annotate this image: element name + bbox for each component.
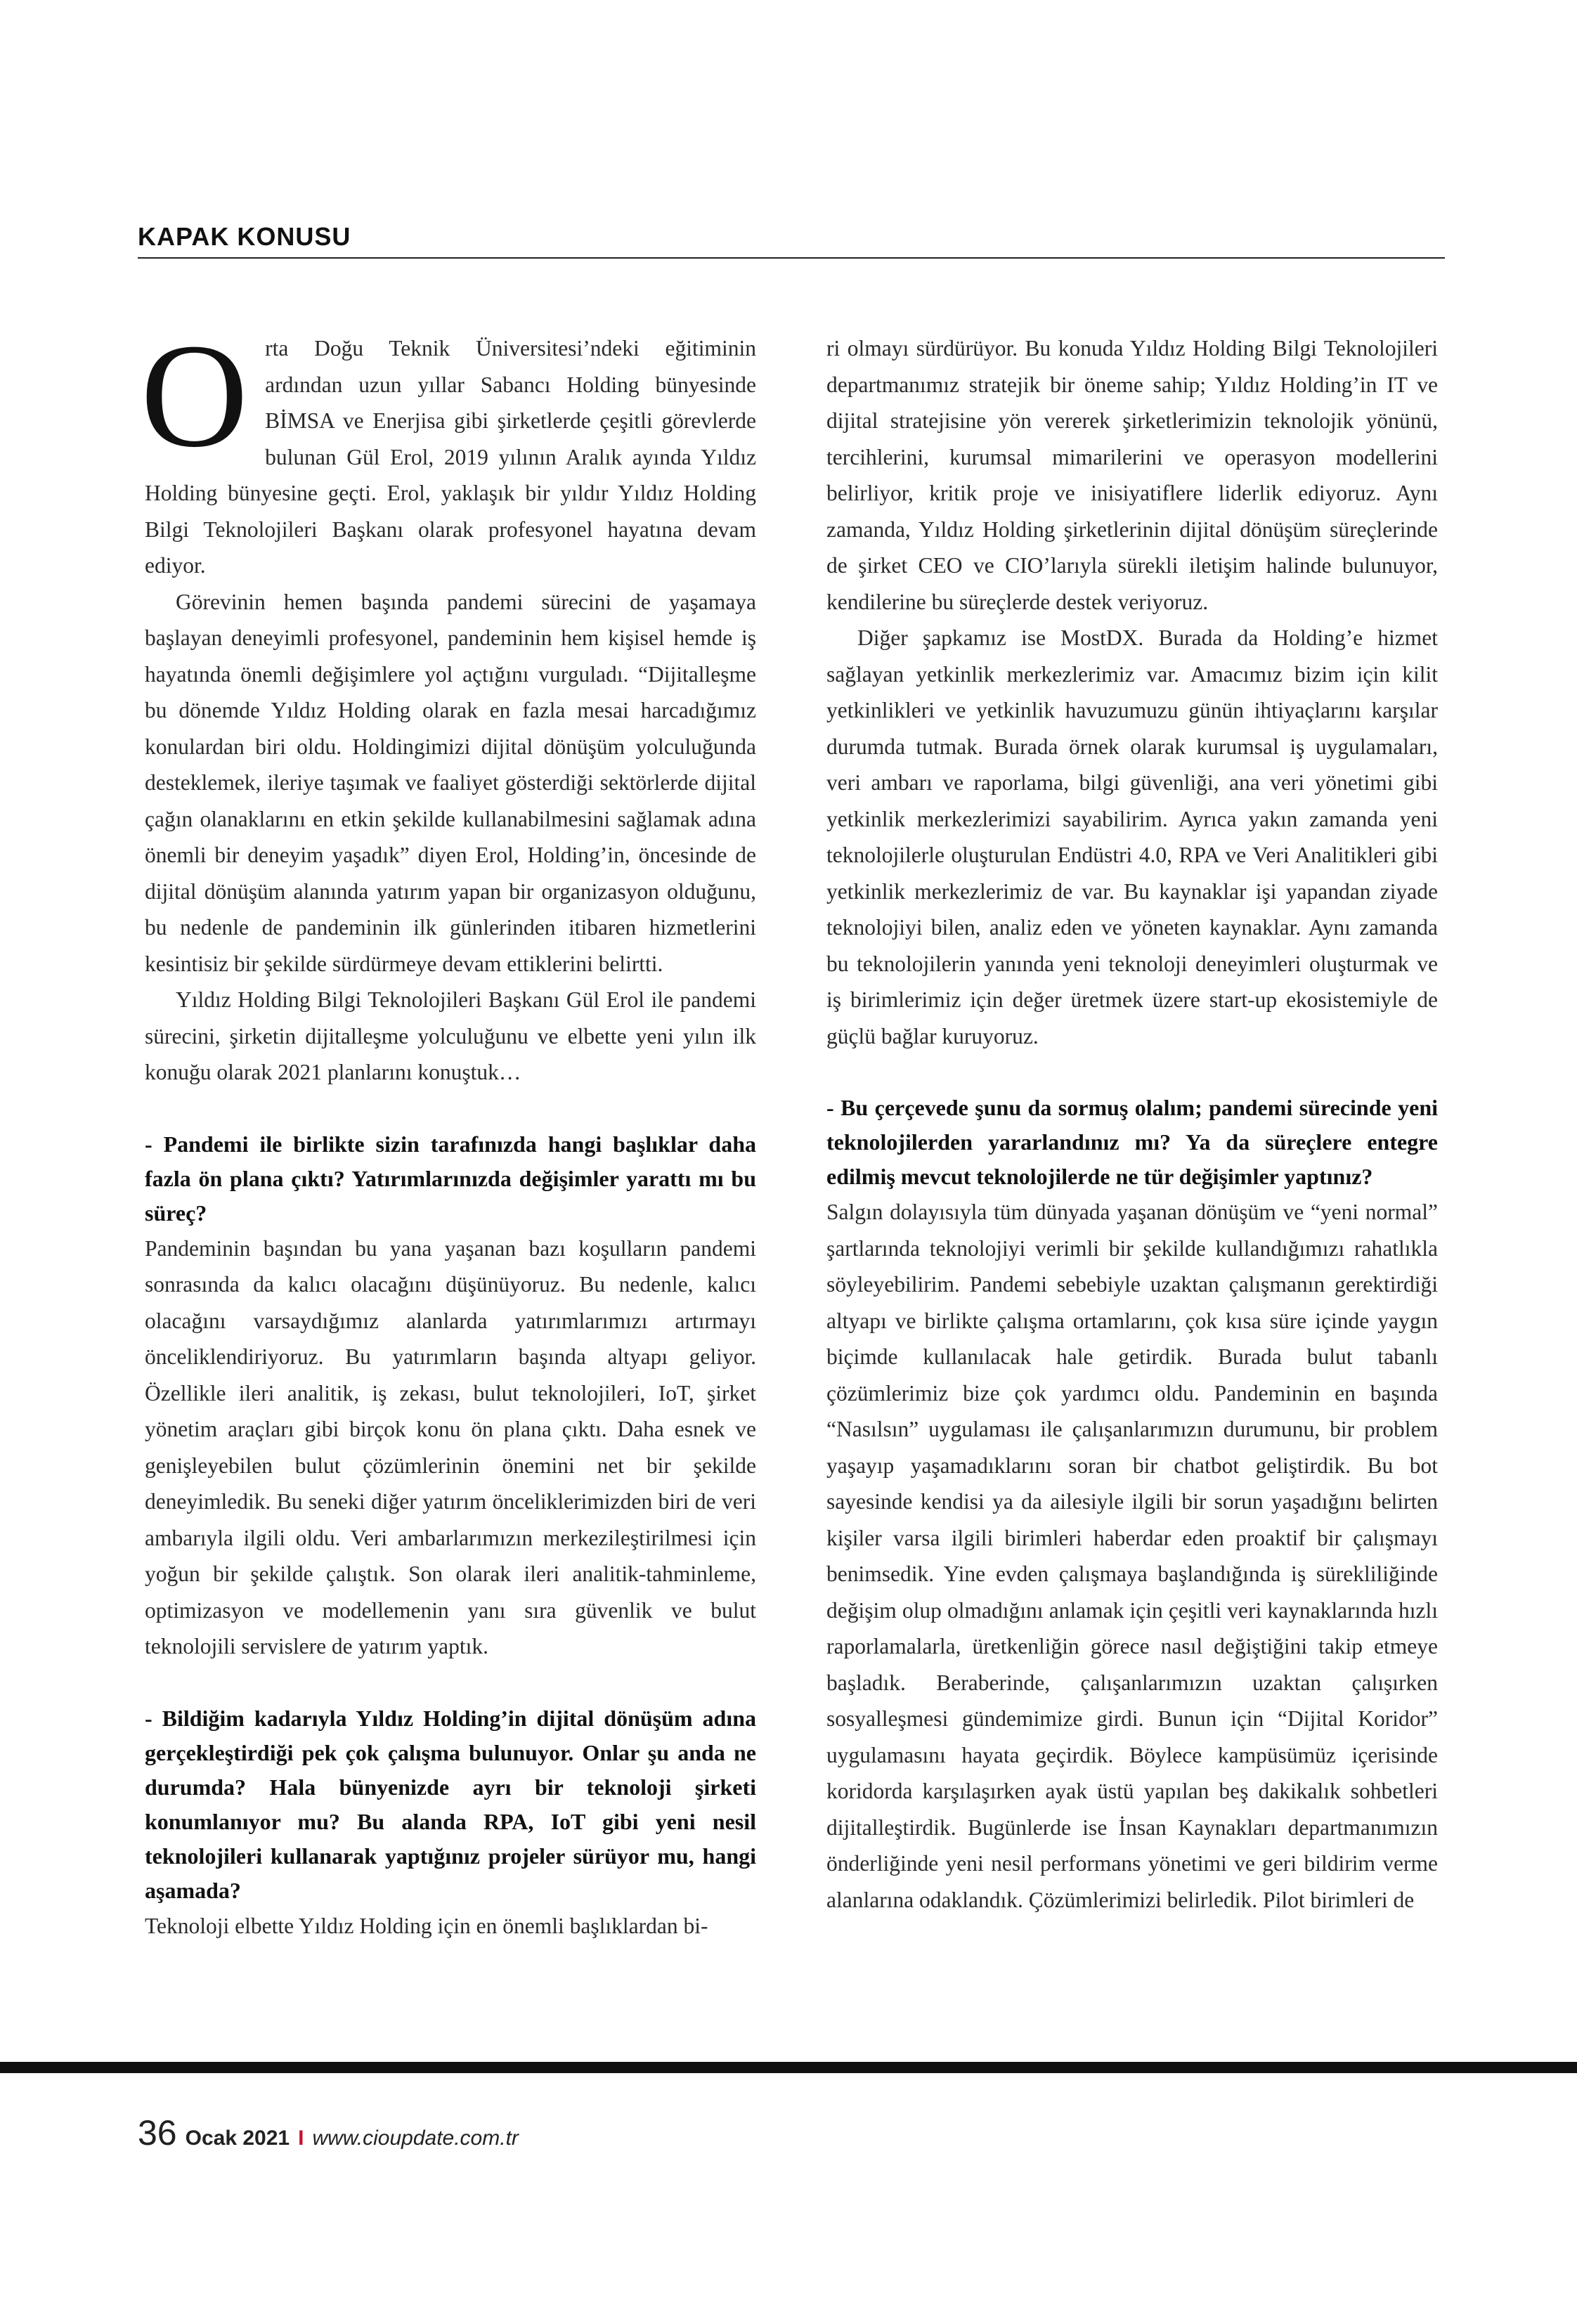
drop-cap: O (141, 313, 249, 478)
interview-question: - Bu çerçevede şunu da sormuş olalım; pandemi sürecinde yeni teknolojilerden yararlandınız mı? Ya da süreçlere entegre edilmiş mevcut teknolojilerde ne tür değişimler yaptınız? (826, 1095, 1438, 1189)
header-rule (138, 257, 1445, 259)
intro-paragraph: Orta Doğu Teknik Üniversitesi’ndeki eğitiminin ardından uzun yıllar Sabancı Holding bünyesinde BİMSA ve Enerjisa gibi şirketlerde çeşitli görevlerde bulunan Gül Erol, 2019 yılının Aralık ayında Yıldız Holding bünyesine geçti. Erol, yaklaşık bir yıldır Yıldız Holding Bilgi Teknolojileri Başkanı olarak profesyonel hayatına devam ediyor. (141, 313, 756, 578)
page-number: 36 (138, 2113, 177, 2153)
issue-date: Ocak 2021 (185, 2127, 290, 2150)
interview-answer: Pandeminin başından bu yana yaşanan bazı koşulların pandemi sonrasında da kalıcı olacağını düşünüyoruz. Bu nedenle, kalıcı olacağını varsaydığımız alanlarda yatırımlarımızı artırmayı önceliklendiriyoruz. Bu yatırımların başında altyapı geliyor. Özellikle ileri analitik, iş zekası, bulut teknolojileri, IoT, şirket yönetim araçları gibi birçok konu ön plana çıktı. Daha esnek ve genişleyebilen bulut çözümlerinin önemini net bir şekilde deneyimledik. Bu seneki diğer yatırım önceliklerimizden biri de veri ambarıyla ilgili oldu. Veri ambarlarımızın merkezileştirilmesi için yoğun bir şekilde çalıştık. Son olarak ileri analitik-tahminleme, optimizasyon ve modellemenin yanı sıra güvenlik ve bulut teknolojili servislere de yatırım yaptık. (145, 1235, 756, 1658)
website-link[interactable]: www.cioupdate.com.tr (312, 2127, 519, 2150)
footer-separator: I (298, 2127, 304, 2150)
interview-answer-continued: ri olmayı sürdürüyor. Bu konuda Yıldız Holding Bilgi Teknolojileri departmanımız stratejik bir öneme sahip; Yıldız Holding’in IT ve dijital stratejisine yön vererek şirketlerimizin teknolojik yönünü, tercihlerini, kurumsal mimarilerini ve operasyon modellerini belirliyor, kritik proje ve inisiyatiflere liderlik ediyoruz. Aynı zamanda, Yıldız Holding şirketlerinin dijital dönüşüm süreçlerinde de şirket CEO ve CIO’larıyla sürekli iletişim halinde bulunuyor, kendilerine bu süreçlerde destek veriyoruz. (826, 336, 1438, 614)
body-paragraph: Görevinin hemen başında pandemi sürecini de yaşamaya başlayan deneyimli profesyonel, pandeminin hem kişisel hemde iş hayatında önemli değişimlere yol açtığını vurguladı. “Dijitalleşme bu dönemde Yıldız Holding olarak en fazla mesai harcadığımız konulardan biri oldu. Holdingimizi dijital dönüşüm yolculuğunda desteklemek, ileriye taşımak ve faaliyet gösterdiği sektörlerde dijital çağın olanaklarını en etkin şekilde kullanabilmesini sağlamak adına önemli bir deneyim yaşadık” diyen Erol, Holding’in, öncesinde de dijital dönüşüm alanında yatırım yapan bir organizasyon olduğunu, bu nedenle de pandeminin ilk günlerinden itibaren hizmetlerini kesintisiz bir şekilde sürdürmeye devam ettiklerini belirtti. (145, 589, 756, 976)
footer-bar (0, 2062, 1577, 2073)
article-column-left (141, 313, 756, 1944)
interview-question: - Pandemi ile birlikte sizin tarafınızda hangi başlıklar daha fazla ön plana çıktı? Yatırımlarınızda değişimler yarattı mı bu süreç? (145, 1131, 756, 1226)
body-paragraph: Yıldız Holding Bilgi Teknolojileri Başkanı Gül Erol ile pandemi sürecini, şirketin dijitalleşme yolculuğunu ve elbette yeni yılın ilk konuğu olarak 2021 planlarını konuştuk… (145, 987, 756, 1084)
interview-answer: Salgın dolayısıyla tüm dünyada yaşanan dönüşüm ve “yeni normal” şartlarında teknolojiyi verimli bir şekilde kullandığımızı rahatlıkla söyleyebilirim. Pandemi sebebiyle uzaktan çalışmanın gerektirdiği altyapı ve birlikte çalışma ortamlarını, çok kısa süre içinde yaygın biçimde kullanılacak hale getirdik. Burada bulut tabanlı çözümlerimiz bize çok yardımcı oldu. Pandeminin en başında “Nasılsın” uygulaması ile çalışanlarımızın durumunu, bir problem yaşayıp yaşamadıklarını soran bir chatbot geliştirdik. Bu bot sayesinde kendisi ya da ailesiyle ilgili bir sorun yaşadığını belirten kişiler varsa ilgili birimleri haberdar eden proaktif bir çalışmayı benimsedik. Yine evden çalışmaya başlandığında iş sürekliliğinde değişim olup olmadığını anlamak için çeşitli veri kaynaklarında hızlı raporlamalarla, üretkenliğin görece nasıl değiştiğini takip etmeye başladık. Beraberinde, çalışanlarımızın uzaktan çalışırken sosyalleşmesi gündemimize girdi. Bunun için “Dijital Koridor” uygulamasını hayata geçirdik. Böylece kampüsümüz içerisinde koridorda karşılaşırken ayak üstü yapılan beş dakikalık sohbetleri dijitalleştirdik. Bugünlerde ise İnsan Kaynakları departmanımızın önderliğinde yeni nesil performans yönetimi ve geri bildirim verme alanlarına odaklandık. Çözümlerimizi belirledik. Pilot birimleri de (826, 1200, 1438, 1912)
interview-answer: Teknoloji elbette Yıldız Holding için en önemli başlıklardan bi- (145, 1913, 708, 1938)
section-label: KAPAK KONUSU (138, 222, 351, 251)
body-paragraph: Diğer şapkamız ise MostDX. Burada da Holding’e hizmet sağlayan yetkinlik merkezlerimiz var. Amacımız bizim için kilit yetkinlikleri ve yetkinlik havuzumuzu günün ihtiyaçlarını karşılar durumda tutmak. Burada örnek olarak kurumsal iş uygulamaları, veri ambarı ve raporlama, bilgi güvenliği, ana veri yönetimi gibi yetkinlik merkezlerimizi sayabilirim. Ayrıca yakın zamanda yeni teknolojilerle oluşturulan Endüstri 4.0, RPA ve Veri Analitikleri gibi yetkinlik merkezlerimiz de var. Bu kaynaklar işi yapandan ziyade teknolojiyi bilen, analiz eden ve yöneten kaynaklar. Aynı zamanda bu teknolojilerin yanında yeni teknoloji deneyimleri oluşturmak ve iş birimlerimiz için değer üretmek üzere start-up ekosistemiyle de güçlü bağlar kuruyoruz. (826, 625, 1438, 1049)
article-column-right (826, 330, 1438, 1918)
interview-question: - Bildiğim kadarıyla Yıldız Holding’in dijital dönüşüm adına gerçekleştirdiği pek çok çalışma bulunuyor. Onlar şu anda ne durumda? Hala bünyenizde ayrı bir teknoloji şirketi konumlanıyor mu? Bu alanda RPA, IoT gibi yeni nesil teknolojileri kullanarak yaptığınız projeler sürüyor mu, hangi aşamada? (145, 1705, 756, 1903)
page-footer (138, 2112, 519, 2153)
